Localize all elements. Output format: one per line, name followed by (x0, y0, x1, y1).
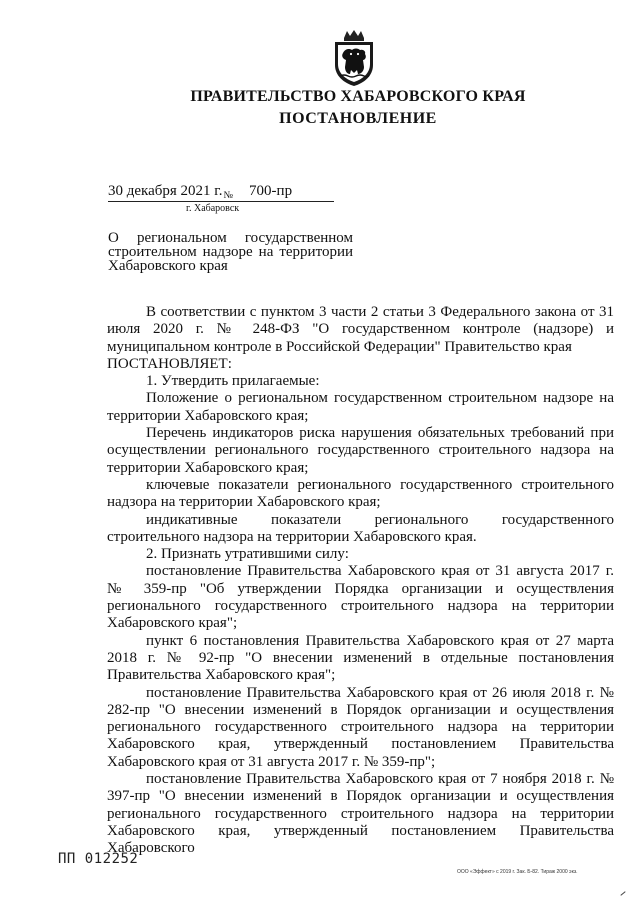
date-underline (108, 201, 334, 202)
item-1-c: ключевые показатели регионального государственного строительного надзора на территории Хабаровского края; (107, 476, 614, 511)
document-body (107, 304, 614, 858)
item-1: 1. Утвердить прилагаемые: (146, 373, 320, 390)
city-label: г. Хабаровск (186, 203, 240, 214)
number-sign: № (223, 190, 234, 201)
document-date: 30 декабря 2021 г. (108, 183, 223, 199)
item-1-a: Положение о региональном государственном строительном надзоре на территории Хабаровского края; (107, 390, 614, 424)
corner-mark (620, 891, 625, 896)
item-1-d: индикативные показатели регионального государственного строительного надзора на территории Хабаровского края. (107, 511, 614, 545)
document-number: 700-пр (249, 183, 293, 199)
item-2-a: постановление Правительства Хабаровского края от 31 августа 2017 г. № 359-пр "Об утверждении Порядка организации и осуществления регионального государственного строительного надзора на территории Хабаровского края"; (107, 563, 614, 632)
intro-paragraph: В соответствии с пунктом 3 части 2 статьи 3 Федерального закона от 31 июля 2020 г. № 248-ФЗ "О государственном контроле (надзоре) и муниципальном контроле в Российской Федерации" Правительство края (107, 304, 614, 355)
document-type: ПОСТАНОВЛЕНИЕ (279, 110, 437, 127)
organization-title: ПРАВИТЕЛЬСТВО ХАБАРОВСКОГО КРАЯ (190, 88, 526, 105)
item-2-b: пункт 6 постановления Правительства Хабаровского края от 27 марта 2018 г. № 92-пр "О внесении изменений в отдельные постановления Правительства Хабаровского края"; (107, 632, 614, 684)
khabarovsk-coat-of-arms-icon (329, 29, 379, 87)
decree-word: ПОСТАНОВЛЯЕТ: (107, 355, 232, 372)
item-2-d: постановление Правительства Хабаровского края от 7 ноября 2018 г. № 397-пр "О внесении изменений в Порядок организации и осуществления регионального государственного строительного надзора на территории Хабаровского края, утвержденный постановлением Правительства Хабаровского (107, 771, 614, 857)
item-1-b: Перечень индикаторов риска нарушения обязательных требований при осуществлении регионального государственного строительного надзора на территории Хабаровского края; (107, 425, 614, 476)
date-number-line (108, 183, 292, 201)
serial-number: ПП 012252 (58, 851, 139, 867)
document-subject: О региональном государственном строительном надзоре на территории Хабаровского края (108, 230, 353, 274)
item-2: 2. Признать утратившими силу: (146, 546, 349, 563)
item-2-c: постановление Правительства Хабаровского края от 26 июля 2018 г. № 282-пр "О внесении изменений в Порядок организации и осуществления регионального государственного строительного надзора на территории Хабаровского края, утвержденный постановлением Правительства Хабаровского края от 31 августа 2017 г. № 359-пр"; (107, 684, 614, 770)
printer-imprint: ООО «Эффект» с 2019 г. Зак. Б-82. Тираж 2000 экз. (457, 869, 578, 875)
